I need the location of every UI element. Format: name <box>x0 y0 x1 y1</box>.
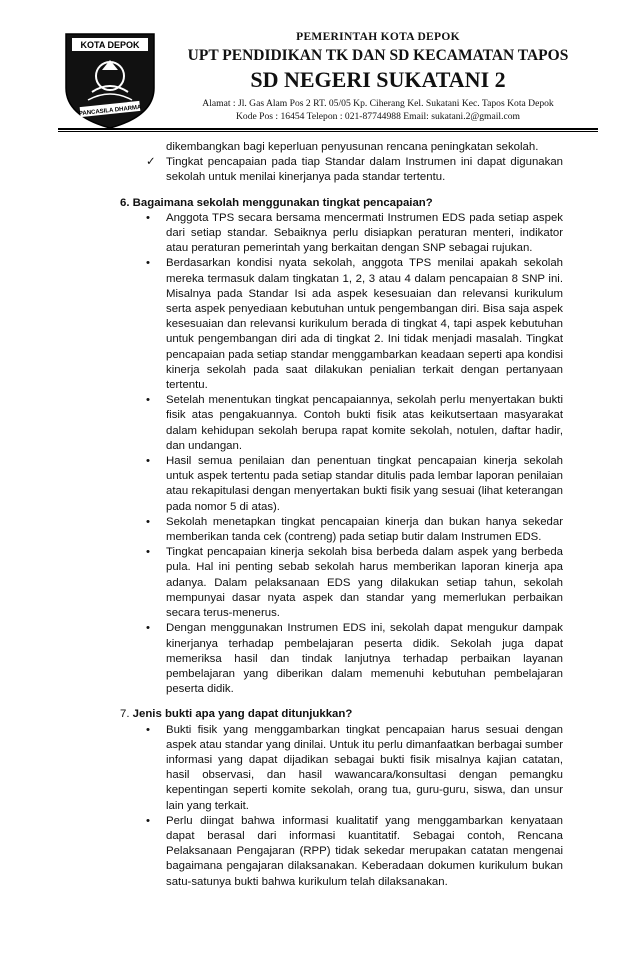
school-name: SD NEGERI SUKATANI 2 <box>250 67 506 92</box>
bullet-icon: • <box>146 723 150 736</box>
list-item-text: Tingkat pencapaian kinerja sekolah bisa berbeda dalam aspek yang berbeda pula. Hal ini penting sebab sekolah harus memberikan laporan kinerja apa adanya. Dalam pelaksanaan EDS yang dilakukan setiap tahun, sekolah mempunyai dasar nyata aspek dan standar yang memerlukan perbaikan secara terus-menerus. <box>166 546 563 620</box>
list-item <box>146 454 563 515</box>
list-item <box>146 393 563 454</box>
list-item <box>146 515 563 545</box>
letterhead-rule-thin <box>58 131 598 132</box>
list-item-text: Bukti fisik yang menggambarkan tingkat pencapaian harus sesuai dengan aspek atau standar yang dinilai. Untuk itu perlu dimanfaatkan berbagai sumber informasi yang dapat dijadikan sebagai bukti fisik misalnya kajian catatan, hasil observasi, dan hasil wawancara/konsultasi dengan pemangku kepentingan seperti komite sekolah, orang tua, guru-guru, siswa, dan unsur lain yang terkait. <box>166 723 564 812</box>
section-heading-text: Jenis bukti apa yang dapat ditunjukkan? <box>132 708 353 721</box>
section-7-heading <box>120 707 563 722</box>
section-6-heading <box>120 196 563 211</box>
list-item-text: Setelah menentukan tingkat pencapaiannya, sekolah perlu menyertakan bukti fisik atas pengakuannya. Contoh bukti fisik atas keikutsertaan masyarakat dalam kehidupan sekolah berupa rapat komite sekolah, notulen, daftar hadir, dan undangan. <box>166 394 563 452</box>
bullet-icon: • <box>146 814 150 827</box>
logo-text-bottom: PANCASILA DHARMA <box>78 104 142 118</box>
check-item-text: Tingkat pencapaian pada tiap Standar dalam Instrumen ini dapat digunakan sekolah untuk menilai kinerjanya pada standar tertentu. <box>166 156 563 184</box>
bullet-icon: • <box>146 622 150 635</box>
bullet-icon: • <box>146 394 150 407</box>
government-line: PEMERINTAH KOTA DEPOK <box>296 31 460 43</box>
section-number: 7. <box>120 708 130 721</box>
intro-check-item <box>146 155 563 185</box>
checkmark-icon: ✓ <box>146 156 156 169</box>
bullet-icon: • <box>146 257 150 270</box>
address-line-1: Alamat : Jl. Gas Alam Pos 2 RT. 05/05 Kp. Ciherang Kel. Sukatani Kec. Tapos Kota Depok <box>202 98 554 109</box>
bullet-icon: • <box>146 515 150 528</box>
list-item <box>146 545 563 621</box>
list-item <box>146 814 563 890</box>
list-item-text: Sekolah menetapkan tingkat pencapaian kinerja dan bukan hanya sekedar memberikan tanda cek (contreng) pada setiap butir dalam Instrumen EDS. <box>166 515 563 544</box>
kota-depok-emblem <box>62 30 158 130</box>
upt-line: UPT PENDIDIKAN TK DAN SD KECAMATAN TAPOS <box>187 47 569 64</box>
list-item <box>146 256 563 393</box>
list-item <box>146 723 564 814</box>
list-item <box>146 621 563 697</box>
list-item-text: Perlu diingat bahwa informasi kualitatif yang menggambarkan kenyataan dapat berasal dari informasi kuantitatif. Sebagai contoh, Rencana Pelaksanaan Pengajaran (RPP) tidak sekedar merupakan catatan mengenai bagaimana pengajaran dilaksanakan. Keberadaan dokumen kurikulum bukan satu-satunya bukti bahwa kurikulum telah dilaksanakan. <box>166 814 563 888</box>
bullet-icon: • <box>146 546 150 559</box>
bullet-icon: • <box>146 211 150 224</box>
bullet-icon: • <box>146 455 150 468</box>
list-item-text: Anggota TPS secara bersama mencermati Instrumen EDS pada setiap aspek dari setiap standar. Sebaiknya perlu disiapkan peraturan menteri, indikator atau peraturan pemerintah yang berkaitan dengan SNP sebagai rujukan. <box>166 211 563 255</box>
list-item-text: Hasil semua penilaian dan penentuan tingkat pencapaian kinerja sekolah untuk aspek tertentu pada setiap standar ditulis pada lembar laporan penilaian atau rekapitulasi dengan menyertakan bukti fisik yang sesuai (lihat keterangan pada nomor 5 di atas). <box>166 455 563 513</box>
intro-continuation: dikembangkan bagi keperluan penyusunan rencana peningkatan sekolah. <box>166 141 539 153</box>
section-heading-text: Bagaimana sekolah menggunakan tingkat pencapaian? <box>132 196 433 209</box>
list-item <box>146 211 563 257</box>
letterhead-rule-thick <box>58 128 598 130</box>
list-item-text: Berdasarkan kondisi nyata sekolah, anggota TPS menilai apakah sekolah mereka termasuk dalam tingkatan 1, 2, 3 atau 4 dalam pencapaian 8 SNP ini. Misalnya pada Standar Isi ada aspek kesesuaian dan relevansi kurikulum serta aspek penyediaan kebutuhan untuk pengembangan diri. Bisa saja aspek kesesuaian dan relevansi kurikulum berada di tingkat 4, tapi aspek kebutuhan untuk pengembangan diri ada di tingkat 2. Ini tidak menjadi masalah. Tingkat pencapaian pada setiap standar menggambarkan keadaan seperti apa kondisi kinerja sekolah pada saat dilakukan penialian terkait dengan pertanyaan tertentu. <box>166 257 563 392</box>
list-item-text: Dengan menggunakan Instrumen EDS ini, sekolah dapat mengukur dampak kinerjanya terhadap pembelajaran peserta didik. Sekolah juga dapat memeriksa hasil dan tindak lanjutnya terhadap perbaikan layanan pembelajaran yang diberikan dalam memenuhi kebutuhan pembelajaran peserta didik. <box>166 622 563 696</box>
document-body <box>0 140 638 890</box>
letterhead <box>168 30 588 123</box>
section-number: 6. <box>120 196 130 209</box>
logo-text-top: KOTA DEPOK <box>80 40 140 50</box>
address-line-2: Kode Pos : 16454 Telepon : 021-87744988 Email: sukatani.2@gmail.com <box>235 111 521 122</box>
